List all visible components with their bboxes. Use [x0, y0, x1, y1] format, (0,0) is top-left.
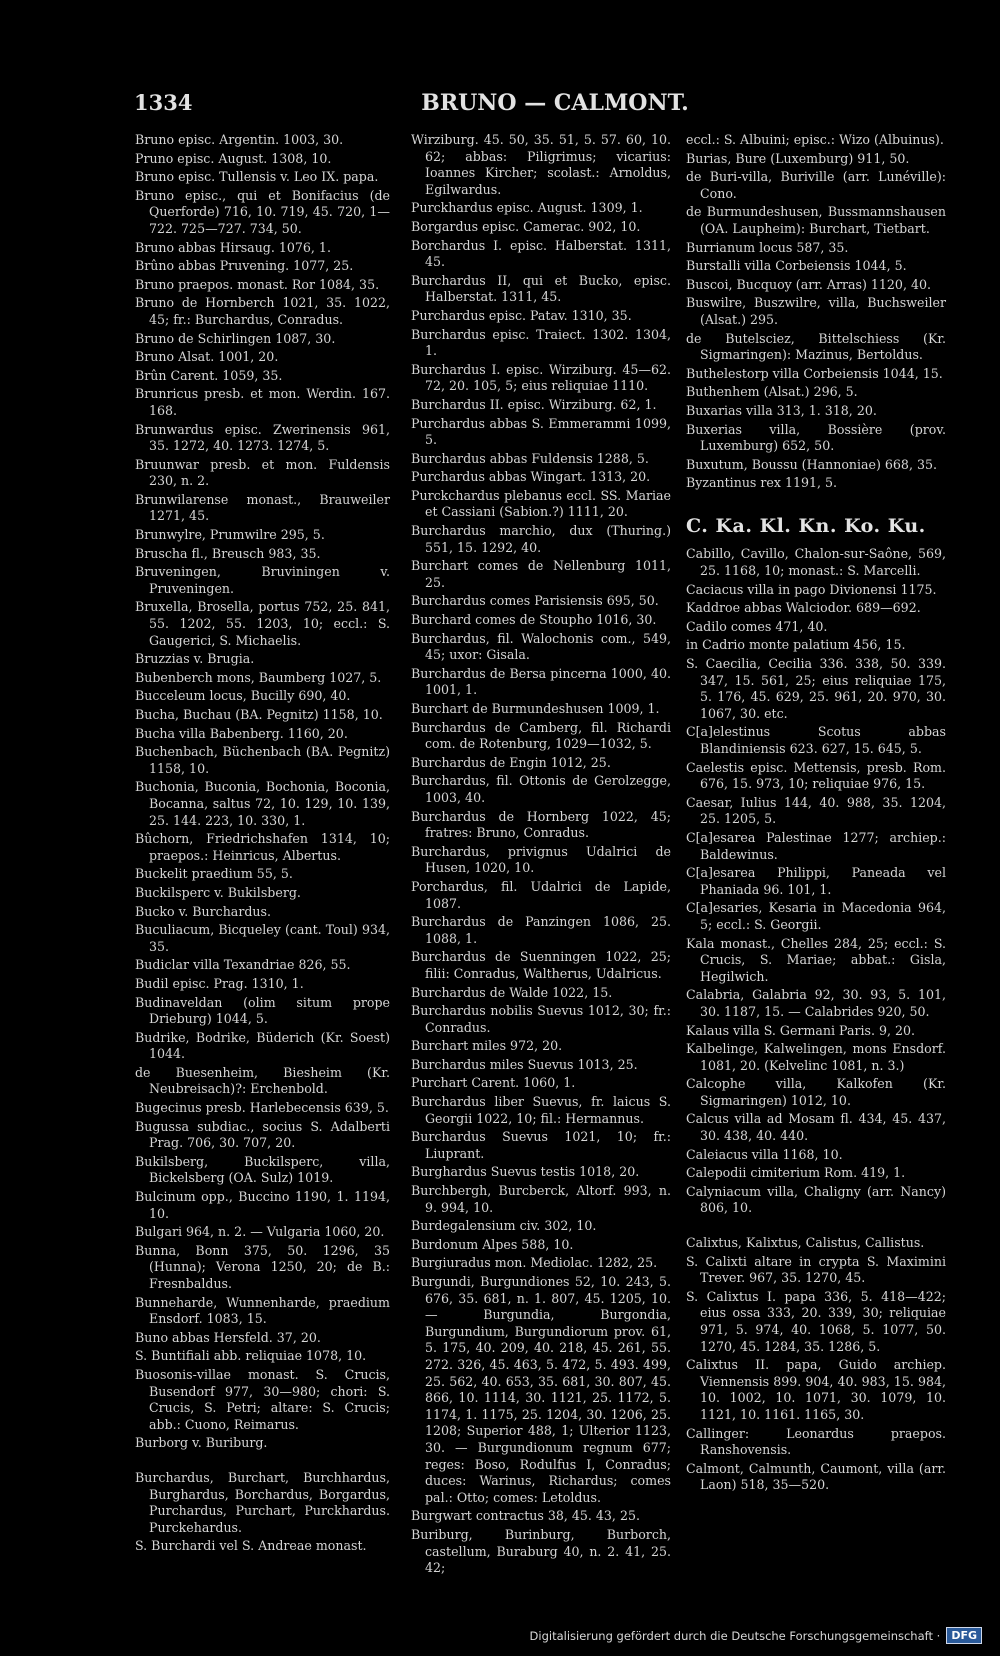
index-entry: Buthenhem (Alsat.) 296, 5. — [686, 384, 858, 400]
index-entry: Burchardus abbas Fuldensis 1288, 5. — [411, 450, 649, 466]
index-entry: Burchardus, Burchart, Burchhardus, Burghardus, Borchardus, Borgardus, Purchardus, Purchart, Purckhardus. Purckehardus. — [135, 1469, 390, 1535]
index-entry: Wirziburg. 45. 50, 35. 51, 5. 57. 60, 10. 62; abbas: Piligrimus; vicarius: Ioannes Kircher; scolast.: Arnoldus, Egilwardus. — [411, 132, 671, 197]
index-entry: Burchardus I. episc. Wirziburg. 45—62. 72, 20. 105, 5; eius reliquiae 1110. — [411, 361, 671, 394]
entry-gap — [135, 1454, 390, 1470]
index-entry: Calcus villa ad Mosam fl. 434, 45. 437, 30. 438, 40. 440. — [686, 1111, 946, 1144]
index-entry: Kalaus villa S. Germani Paris. 9, 20. — [686, 1022, 916, 1038]
index-entry: Burgiuradus mon. Mediolac. 1282, 25. — [411, 1255, 658, 1271]
index-entry: Buckilsperc v. Bukilsberg. — [135, 884, 301, 900]
index-entry: Burchart miles 972, 20. — [411, 1038, 563, 1054]
footer-credit: Digitalisierung gefördert durch die Deutsche Forschungsgemeinschaft · — [529, 1628, 941, 1643]
index-entry: Burdonum Alpes 588, 10. — [411, 1236, 574, 1252]
entry-gap — [686, 1219, 946, 1235]
index-entry: Calyniacum villa, Chaligny (arr. Nancy) 806, 10. — [686, 1183, 946, 1216]
index-entry: Burchardus marchio, dux (Thuring.) 551, 15. 1292, 40. — [411, 523, 671, 555]
index-entry: Calixtus, Kalixtus, Calistus, Callistus. — [686, 1235, 925, 1251]
index-entry: Burias, Bure (Luxemburg) 911, 50. — [686, 150, 910, 166]
index-entry: Purckchardus plebanus eccl. SS. Mariae et Cassiani (Sabion.?) 1111, 20. — [411, 487, 671, 520]
index-entry: Brunwardus episc. Zwerinensis 961, 35. 1272, 40. 1273. 1274, 5. — [135, 421, 390, 454]
column-1 — [135, 132, 390, 1557]
index-entry: Burchardus comes Parisiensis 695, 50. — [411, 593, 659, 609]
index-entry: Bruno de Schirlingen 1087, 30. — [135, 330, 336, 346]
index-entry: Burchardus de Camberg, fil. Richardi com. de Rotenburg, 1029—1032, 5. — [411, 719, 671, 752]
index-entry: de Buri-villa, Buriville (arr. Lunéville): Cono. — [686, 169, 946, 201]
index-entry: Calabria, Galabria 92, 30. 93, 5. 101, 30. 1187, 15. — Calabrides 920, 50. — [686, 987, 946, 1019]
index-entry: Buswilre, Buszwilre, villa, Buchsweiler (Alsat.) 295. — [686, 295, 946, 327]
index-entry: Burchardus de Engin 1012, 25. — [411, 754, 611, 770]
index-entry: Buxerias villa, Bossière (prov. Luxemburg) 652, 50. — [686, 421, 946, 454]
index-entry: Burchardus, fil. Ottonis de Gerolzegge, 1003, 40. — [411, 773, 671, 805]
index-entry: Burghardus Suevus testis 1018, 20. — [411, 1164, 640, 1180]
index-entry: Burchardus de Walde 1022, 15. — [411, 984, 613, 1000]
index-entry: Bukilsberg, Buckilsperc, villa, Bickelsberg (OA. Sulz) 1019. — [135, 1153, 390, 1186]
index-entry: Caleiacus villa 1168, 10. — [686, 1146, 843, 1162]
column-3 — [686, 132, 946, 1496]
index-entry: Bunna, Bonn 375, 50. 1296, 35 (Hunna); Verona 1250, 20; de B.: Fresnbaldus. — [135, 1242, 390, 1291]
index-entry: Calmont, Calmunth, Caumont, villa (arr. Laon) 518, 35—520. — [686, 1460, 946, 1493]
index-entry: Bruno episc. Tullensis v. Leo IX. papa. — [135, 169, 379, 185]
index-entry: Burchardus miles Suevus 1013, 25. — [411, 1056, 638, 1072]
index-entry: Bulgari 964, n. 2. — Vulgaria 1060, 20. — [135, 1224, 385, 1240]
index-entry: Burchardus liber Suevus, fr. laicus S. Georgii 1022, 10; fil.: Hermannus. — [411, 1094, 671, 1126]
index-entry: Borchardus I. episc. Halberstat. 1311, 45. — [411, 237, 671, 270]
index-entry: S. Calixtus I. papa 336, 5. 418—422; eius ossa 333, 20. 339, 30; reliquiae 971, 5. 974, 40. 1068, 5. 1077, 50. 1270, 45. 1284, 35. 1286, 5. — [686, 1288, 946, 1354]
index-entry: Calixtus II. papa, Guido archiep. Viennensis 899. 904, 40. 983, 15. 984, 10. 1002, 10. 1071, 30. 1079, 10. 1121, 10. 1161. 1165, 30. — [686, 1357, 946, 1422]
index-entry: Burborg v. Buriburg. — [135, 1435, 268, 1451]
index-entry: Purchardus abbas S. Emmerammi 1099, 5. — [411, 415, 671, 448]
index-entry: de Buesenheim, Biesheim (Kr. Neubreisach)?: Erchenbold. — [135, 1064, 390, 1097]
index-entry: Budrike, Bodrike, Büderich (Kr. Soest) 1044. — [135, 1029, 390, 1062]
index-entry: Burrianum locus 587, 35. — [686, 239, 849, 255]
index-entry: C[a]esarea Philippi, Paneada vel Phaniada 96. 101, 1. — [686, 865, 946, 897]
index-entry: Cadilo comes 471, 40. — [686, 618, 828, 634]
index-entry: Burchardus de Hornberg 1022, 45; fratres: Bruno, Conradus. — [411, 808, 671, 841]
index-entry: eccl.: S. Albuini; episc.: Wizo (Albuinus). — [686, 132, 944, 147]
index-entry: Brûno abbas Pruvening. 1077, 25. — [135, 258, 354, 274]
index-entry: Burchardus, fil. Walochonis com., 549, 45; uxor: Gisala. — [411, 630, 671, 663]
index-entry: Caciacus villa in pago Divionensi 1175. — [686, 581, 937, 597]
index-entry: Burchardus II, qui et Bucko, episc. Halberstat. 1311, 45. — [411, 272, 671, 305]
index-entry: Purchart Carent. 1060, 1. — [411, 1075, 576, 1091]
index-entry: Purckhardus episc. August. 1309, 1. — [411, 200, 643, 216]
index-entry: Caesar, Iulius 144, 40. 988, 35. 1204, 25. 1205, 5. — [686, 794, 946, 827]
index-entry: Kalbelinge, Kalwelingen, mons Ensdorf. 1081, 20. (Kelvelinc 1081, n. 3.) — [686, 1041, 946, 1073]
column-3-bottom — [686, 546, 946, 1493]
index-entry: Bruno de Hornberch 1021, 35. 1022, 45; fr.: Burchardus, Conradus. — [135, 295, 390, 327]
index-entry: Bruunwar presb. et mon. Fuldensis 230, n. 2. — [135, 456, 390, 489]
index-entry: Buchonia, Buconia, Bochonia, Boconia, Bocanna, saltus 72, 10. 129, 10. 139, 25. 144. 223, 10. 330, 1. — [135, 779, 390, 828]
index-entry: Porchardus, fil. Udalrici de Lapide, 1087. — [411, 878, 671, 911]
index-entry: Callinger: Leonardus praepos. Ranshovensis. — [686, 1425, 946, 1458]
index-entry: C[a]elestinus Scotus abbas Blandiniensis 623. 627, 15. 645, 5. — [686, 724, 946, 756]
index-entry: Burchardus II. episc. Wirziburg. 62, 1. — [411, 396, 657, 412]
index-entry: Borgardus episc. Camerac. 902, 10. — [411, 218, 641, 234]
index-entry: Buchenbach, Büchenbach (BA. Pegnitz) 1158, 10. — [135, 744, 390, 776]
index-entry: Bruno episc. Argentin. 1003, 30. — [135, 132, 344, 147]
index-entry: Brunwilarense monast., Brauweiler 1271, 45. — [135, 491, 390, 524]
index-entry: in Cadrio monte palatium 456, 15. — [686, 637, 906, 653]
index-entry: Caelestis episc. Mettensis, presb. Rom. 676, 15. 973, 10; reliquiae 976, 15. — [686, 759, 946, 792]
index-entry: Buckelit praedium 55, 5. — [135, 866, 293, 882]
index-entry: Buriburg, Burinburg, Burborch, castellum, Buraburg 40, n. 2. 41, 25. 42; — [411, 1526, 671, 1576]
index-entry: Buscoi, Bucquoy (arr. Arras) 1120, 40. — [686, 276, 931, 292]
index-entry: Burgwart contractus 38, 45. 43, 25. — [411, 1508, 640, 1524]
index-entry: Brûn Carent. 1059, 35. — [135, 367, 283, 383]
index-entry: Burdegalensium civ. 302, 10. — [411, 1218, 597, 1234]
index-entry: Bûchorn, Friedrichshafen 1314, 10; praepos.: Heinricus, Albertus. — [135, 831, 390, 863]
footer — [530, 1627, 982, 1644]
column-2 — [411, 132, 671, 1579]
index-entry: Kala monast., Chelles 284, 25; eccl.: S. Crucis, S. Mariae; abbat.: Gisla, Hegilwich. — [686, 935, 946, 984]
index-entry: Burchardus de Panzingen 1086, 25. 1088, 1. — [411, 914, 671, 946]
index-entry: Burchbergh, Burcberck, Altorf. 993, n. 9. 994, 10. — [411, 1183, 671, 1215]
index-entry: Bruno episc., qui et Bonifacius (de Querforde) 716, 10. 719, 45. 720, 1—722. 725—727. 734, 50. — [135, 187, 390, 236]
index-entry: Buxarias villa 313, 1. 318, 20. — [686, 402, 877, 418]
index-entry: Byzantinus rex 1191, 5. — [686, 475, 838, 491]
index-entry: Burchardus episc. Traiect. 1302. 1304, 1. — [411, 326, 671, 359]
index-entry: Bugecinus presb. Harlebecensis 639, 5. — [135, 1100, 389, 1116]
index-entry: Buculiacum, Bicqueley (cant. Toul) 934, 35. — [135, 922, 390, 954]
index-entry: Burgundi, Burgundiones 52, 10. 243, 5. 676, 35. 681, n. 1. 807, 45. 1205, 10. — Burgundia, Burgondia, Burgundium, Burgundiorum prov. 61, 5. 175, 40. 209, 40. 218, 45. 261, 55. 272. 326, 45. 463, 5. 472, 5. 493. 499, 25. 562, 40. 653, 35. 681, 30. 807, 45. 866, 10. 1114, 30. 1121, 25. 1172, 5. 1174, 1. 1175, 25. 1204, 30. 1206, 25. 1208; Superior 488, 1; Ulterior 1123, 30. — Burgundionum regnum 677; reges: Boso, Rodulfus I, Conradus; duces: Warinus, Richardus; comes pal.: Otto; comes: Letoldus. — [411, 1274, 671, 1505]
index-entry: Kaddroe abbas Walciodor. 689—692. — [686, 600, 921, 616]
index-entry: Brunwylre, Prumwilre 295, 5. — [135, 527, 325, 543]
index-entry: de Burmundeshusen, Bussmannshausen (OA. Laupheim): Burchart, Tietbart. — [686, 204, 946, 236]
index-entry: Burchardus de Bersa pincerna 1000, 40. 1001, 1. — [411, 665, 671, 698]
index-entry: Burchardus, privignus Udalrici de Husen, 1020, 10. — [411, 843, 671, 876]
section-heading: C. Ka. Kl. Kn. Ko. Ku. — [686, 514, 926, 537]
index-entry: Buxutum, Boussu (Hannoniae) 668, 35. — [686, 456, 937, 472]
index-entry: C[a]esaries, Kesaria in Macedonia 964, 5; eccl.: S. Georgii. — [686, 900, 946, 932]
index-entry: Calepodii cimiterium Rom. 419, 1. — [686, 1165, 906, 1181]
index-entry: Cabillo, Cavillo, Chalon-sur-Saône, 569, 25. 1168, 10; monast.: S. Marcelli. — [686, 546, 946, 579]
index-entry: Bruveningen, Bruviningen v. Pruveningen. — [135, 564, 390, 596]
index-entry: Bunneharde, Wunnenharde, praedium Ensdorf. 1083, 15. — [135, 1294, 390, 1327]
index-entry: Bucceleum locus, Bucilly 690, 40. — [135, 688, 351, 704]
index-entry: S. Caecilia, Cecilia 336. 338, 50. 339. 347, 15. 561, 25; eius reliquiae 175, 5. 176, 45. 629, 25. 961, 20. 970, 30. 1067, 30. etc. — [686, 656, 946, 721]
index-entry: Brunricus presb. et mon. Werdin. 167. 168. — [135, 386, 390, 418]
index-entry: Burstalli villa Corbeiensis 1044, 5. — [686, 258, 907, 274]
index-entry: Bruno Alsat. 1001, 20. — [135, 349, 279, 365]
index-entry: Bruno praepos. monast. Ror 1084, 35. — [135, 276, 380, 292]
index-entry: Buthelestorp villa Corbeiensis 1044, 15. — [686, 365, 943, 381]
page-number: 1334 — [134, 90, 193, 115]
index-entry: Bucha, Buchau (BA. Pegnitz) 1158, 10. — [135, 707, 383, 722]
index-entry: Calcophe villa, Kalkofen (Kr. Sigmaringen) 1012, 10. — [686, 1076, 946, 1108]
index-entry: Pruno episc. August. 1308, 10. — [135, 150, 332, 166]
index-entry: Burchardus de Suenningen 1022, 25; filii: Conradus, Waltherus, Udalricus. — [411, 949, 671, 981]
running-head: BRUNO — CALMONT. — [421, 90, 689, 116]
index-entry: Bubenberch mons, Baumberg 1027, 5. — [135, 669, 382, 685]
index-entry: Bucko v. Burchardus. — [135, 903, 271, 919]
index-entry: Bruscha fl., Breusch 983, 35. — [135, 545, 321, 561]
index-entry: S. Buntifiali abb. reliquiae 1078, 10. — [135, 1348, 367, 1364]
index-entry: Burchardus Suevus 1021, 10; fr.: Liuprant. — [411, 1129, 671, 1161]
index-entry: Budil episc. Prag. 1310, 1. — [135, 975, 304, 991]
index-entry: Purchardus abbas Wingart. 1313, 20. — [411, 469, 651, 485]
index-entry: Buosonis-villae monast. S. Crucis, Busendorf 977, 30—980; chori: S. Crucis, S. Petri; altare: S. Crucis; abb.: Cuono, Reimarus. — [135, 1366, 390, 1432]
index-entry: S. Calixti altare in crypta S. Maximini Trever. 967, 35. 1270, 45. — [686, 1253, 946, 1286]
index-entry: Bugussa subdiac., socius S. Adalberti Prag. 706, 30. 707, 20. — [135, 1118, 390, 1151]
index-entry: Budinaveldan (olim situm prope Drieburg) 1044, 5. — [135, 994, 390, 1027]
index-entry: Burchard comes de Stoupho 1016, 30. — [411, 612, 657, 628]
index-entry: C[a]esarea Palestinae 1277; archiep.: Baldewinus. — [686, 829, 946, 862]
index-entry: Burchart de Burmundeshusen 1009, 1. — [411, 701, 660, 716]
index-entry: Bruxella, Brosella, portus 752, 25. 841, 55. 1202, 55. 1203, 10; eccl.: S. Gaugerici, S. Michaelis. — [135, 599, 390, 648]
index-entry: Bruno abbas Hirsaug. 1076, 1. — [135, 239, 331, 255]
index-entry: Bulcinum opp., Buccino 1190, 1. 1194, 10. — [135, 1189, 390, 1221]
dfg-logo: DFG — [946, 1627, 982, 1644]
index-entry: Budiclar villa Texandriae 826, 55. — [135, 957, 351, 973]
index-entry: Burchart comes de Nellenburg 1011, 25. — [411, 558, 671, 590]
index-entry: Bucha villa Babenberg. 1160, 20. — [135, 725, 348, 741]
index-entry: Purchardus episc. Patav. 1310, 35. — [411, 307, 632, 323]
column-3-top — [686, 132, 946, 492]
index-entry: de Butelsciez, Bittelschiess (Kr. Sigmaringen): Mazinus, Bertoldus. — [686, 330, 946, 363]
index-entry: Burchardus nobilis Suevus 1012, 30; fr.: Conradus. — [411, 1003, 671, 1035]
index-entry: S. Burchardi vel S. Andreae monast. — [135, 1538, 367, 1554]
index-entry: Buno abbas Hersfeld. 37, 20. — [135, 1329, 321, 1345]
index-entry: Bruzzias v. Brugia. — [135, 651, 255, 667]
